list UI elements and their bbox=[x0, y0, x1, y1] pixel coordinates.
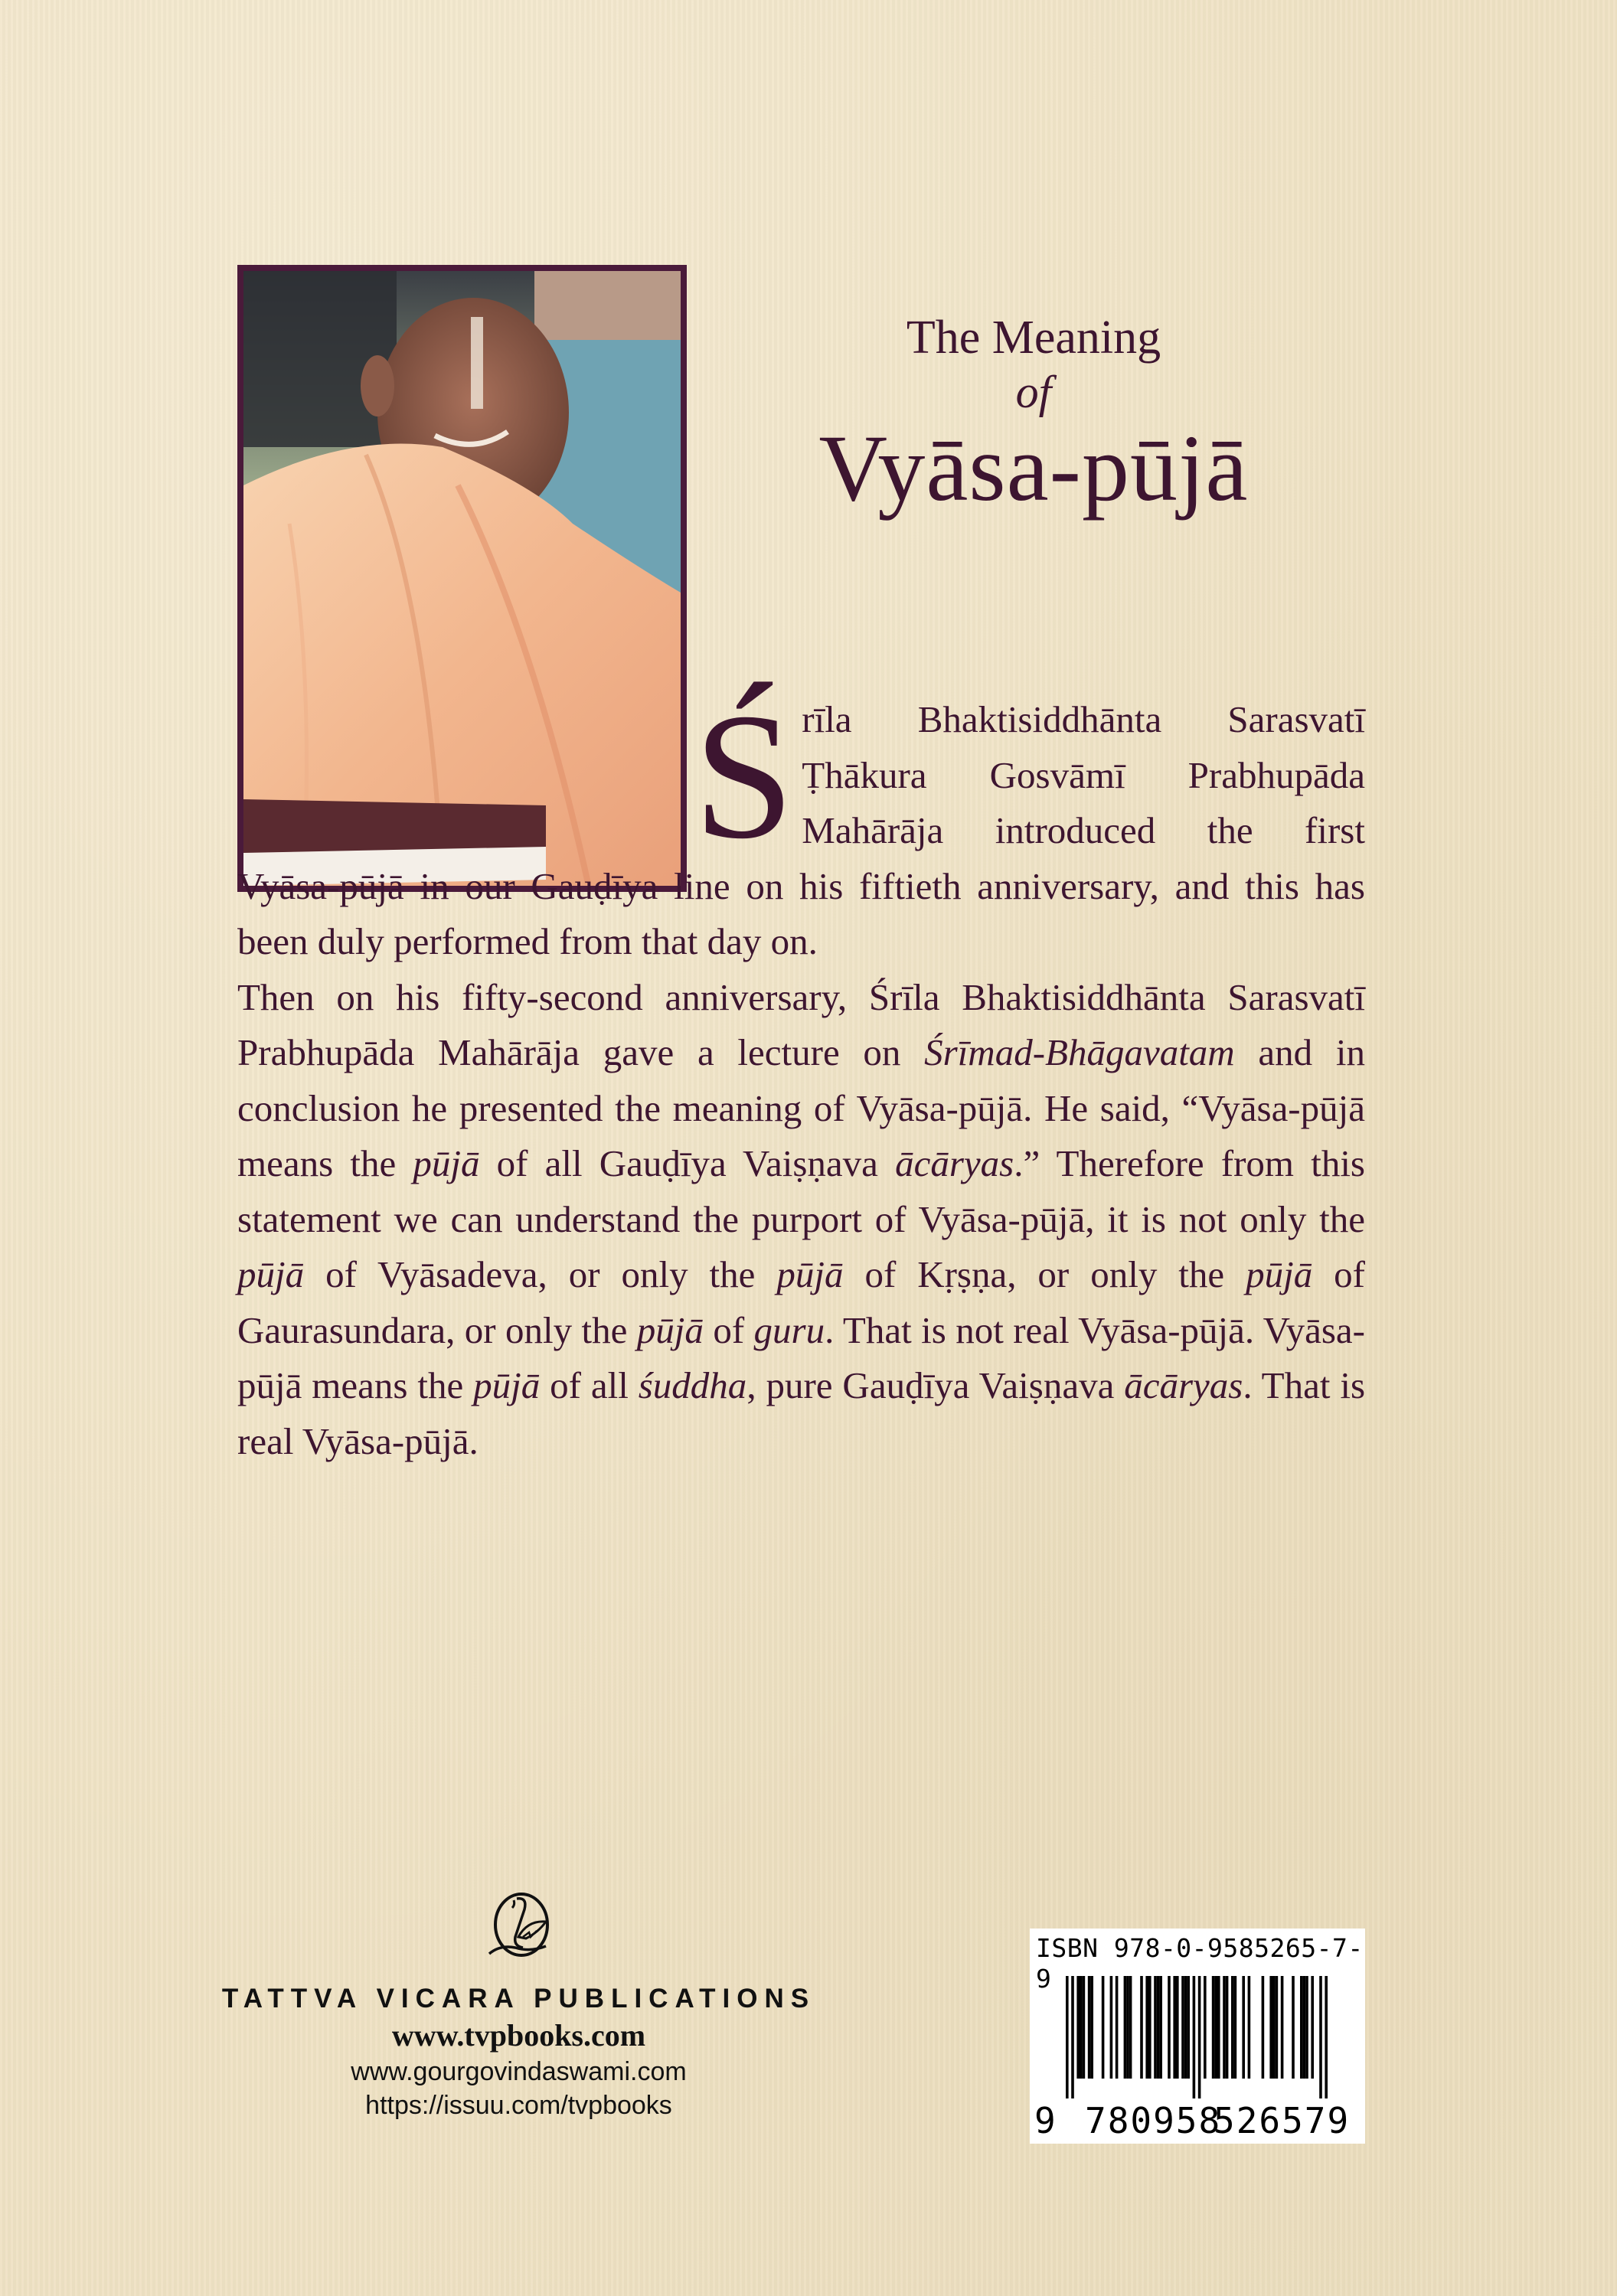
ean-right-group: 526579 bbox=[1214, 2100, 1351, 2141]
lead-line-2: Ṭhākura Gosvāmī Prabhupāda bbox=[802, 753, 1365, 796]
secondary-website-link[interactable]: www.gourgovindaswami.com bbox=[351, 2057, 687, 2086]
paragraph-1 bbox=[237, 677, 1365, 970]
isbn-barcode bbox=[1030, 1929, 1365, 2144]
italic-term: guru bbox=[753, 1308, 825, 1351]
swan-in-circle-icon bbox=[485, 1883, 554, 1968]
text-segment: of Kṛṣṇa, or only the bbox=[843, 1253, 1246, 1295]
text-segment: and in conclusion he presented the meaning of Vyāsa-pūjā. He said, “Vyāsa-pūjā means the bbox=[237, 1031, 1365, 1184]
italic-term: pūjā bbox=[473, 1364, 541, 1406]
lead-line-1: rīla Bhaktisiddhānta Sarasvatī bbox=[802, 698, 1365, 740]
dropcap-lines bbox=[694, 677, 1365, 877]
text-segment: , pure Gauḍīya Vaiṣṇava bbox=[746, 1364, 1125, 1406]
text-segment: of all Gauḍīya Vaiṣṇava bbox=[479, 1142, 896, 1184]
ean-first-digit: 9 bbox=[1034, 2100, 1056, 2141]
text-segment: Then on his fifty-second anniversary, Śrīla Bhaktisiddhānta Sarasvatī Prabhupāda Mahārāja gave a lecture on bbox=[237, 975, 1365, 1073]
lead-line-3: Mahārāja introduced the first bbox=[802, 809, 1365, 851]
title-line-1: The Meaning bbox=[906, 312, 1161, 364]
title-main: Vyāsa-pūjā bbox=[818, 416, 1249, 521]
italic-term: pūjā bbox=[776, 1253, 844, 1295]
italic-term: pūjā bbox=[1246, 1253, 1313, 1295]
text-segment: of Vyāsadeva, or only the bbox=[304, 1253, 777, 1295]
text-segment: . That is real Vyāsa-pūjā. bbox=[237, 1364, 1366, 1462]
italic-term: pūjā bbox=[636, 1308, 704, 1351]
publisher-name: TATTVA VICARA PUBLICATIONS bbox=[221, 1984, 816, 2013]
text-segment: .” Therefore from this statement we can understand the purport of Vyāsa-pūjā, it is not only the bbox=[237, 1142, 1365, 1240]
paragraph-1-rest: Vyāsa-pūjā in our Gauḍīya line on his fiftieth anniversary, and this has been duly performed from that day on. bbox=[237, 864, 1365, 962]
body-text bbox=[237, 677, 1366, 1469]
dropcap: Ś bbox=[694, 677, 795, 877]
italic-term: Śrīmad-Bhāgavatam bbox=[924, 1031, 1235, 1073]
publisher-block bbox=[214, 1883, 823, 2122]
title-block bbox=[766, 310, 1302, 521]
title-line-2: of bbox=[1015, 367, 1052, 417]
text-segment: of Gaurasundara, or only the bbox=[237, 1253, 1365, 1351]
text-segment: of all bbox=[540, 1364, 639, 1406]
italic-term: ācāryas bbox=[895, 1142, 1014, 1184]
issuu-link[interactable]: https://issuu.com/tvpbooks bbox=[365, 2091, 672, 2120]
italic-term: pūjā bbox=[237, 1253, 305, 1295]
italic-term: śuddha bbox=[638, 1364, 747, 1406]
italic-term: pūjā bbox=[413, 1142, 480, 1184]
text-segment: of bbox=[703, 1308, 754, 1351]
publisher-website-link[interactable]: www.tvpbooks.com bbox=[391, 2018, 646, 2053]
paragraph-2 bbox=[237, 970, 1365, 1470]
italic-term: ācāryas bbox=[1124, 1364, 1243, 1406]
ean-left-group: 780958 bbox=[1085, 2100, 1222, 2141]
text-segment: . That is not real Vyāsa-pūjā. Vyāsa-pūjā means the bbox=[237, 1308, 1365, 1406]
isbn-label: ISBN 978-0-9585265-7-9 bbox=[1036, 1933, 1364, 1994]
